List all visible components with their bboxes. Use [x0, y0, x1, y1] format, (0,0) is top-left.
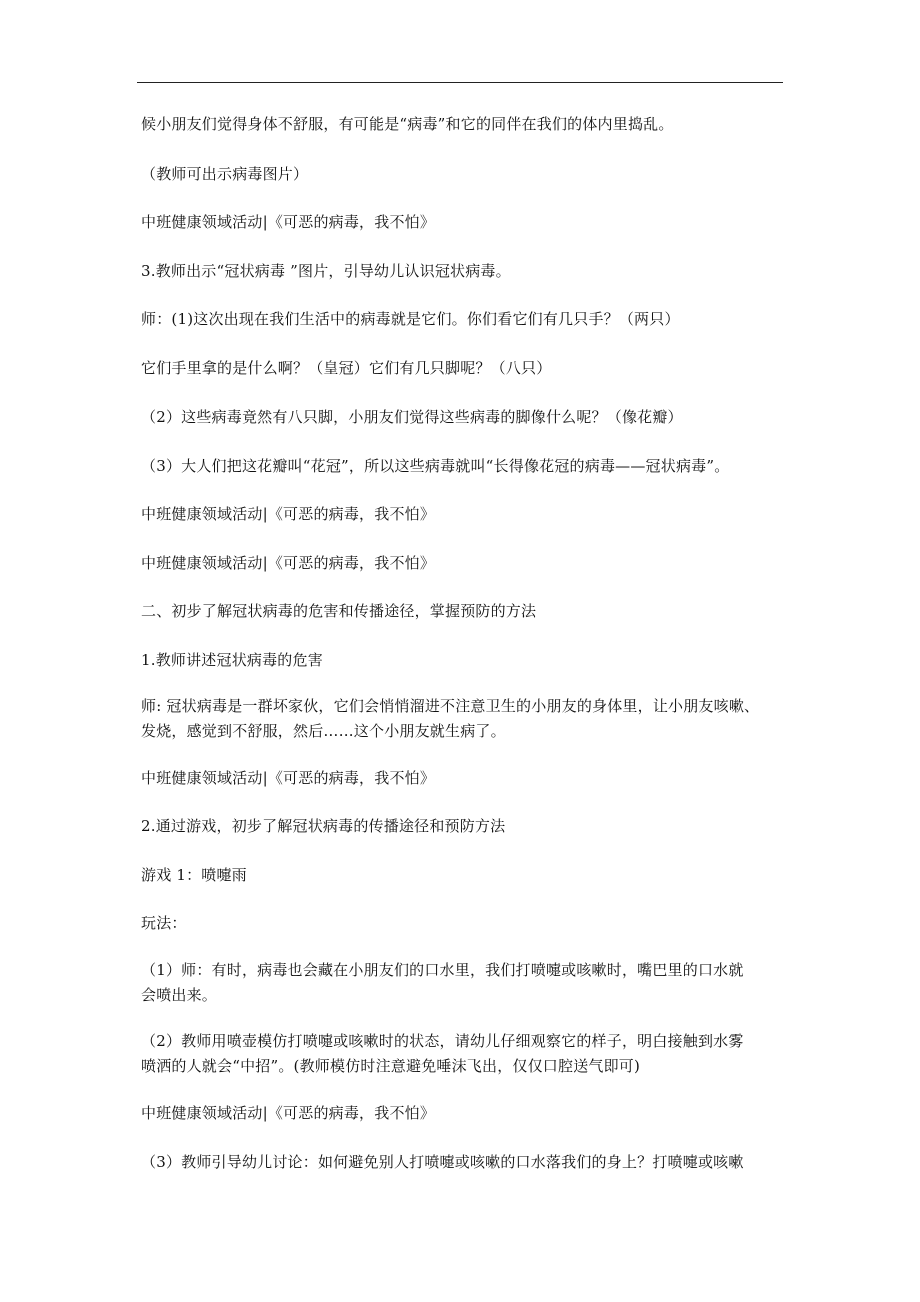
- paragraph-17: 玩法：: [141, 914, 187, 932]
- paragraph-19: [141, 1029, 791, 1079]
- paragraph-6: 它们手里拿的是什么啊？（皇冠）它们有几只脚呢？（八只）: [141, 359, 552, 377]
- paragraph-18: [141, 958, 791, 1008]
- paragraph-18-line-2: 会喷出来。: [141, 986, 218, 1004]
- paragraph-13: [141, 694, 791, 744]
- paragraph-3: 中班健康领域活动|《可恶的病毒，我不怕》: [141, 213, 436, 231]
- paragraph-12: 1.教师讲述冠状病毒的危害: [141, 651, 323, 669]
- paragraph-2: （教师可出示病毒图片）: [141, 165, 309, 183]
- paragraph-4: 3.教师出示“冠状病毒 ”图片，引导幼儿认识冠状病毒。: [141, 262, 511, 280]
- paragraph-20: 中班健康领域活动|《可恶的病毒，我不怕》: [141, 1104, 436, 1122]
- paragraph-10: 中班健康领域活动|《可恶的病毒，我不怕》: [141, 554, 436, 572]
- header-rule: [137, 82, 783, 83]
- paragraph-16: 游戏 1：喷嚏雨: [141, 866, 247, 884]
- paragraph-13-line-2: 发烧，感觉到不舒服，然后……这个小朋友就生病了。: [141, 722, 506, 740]
- paragraph-19-line-1: （2）教师用喷壶模仿打喷嚏或咳嗽时的状态，请幼儿仔细观察它的样子，明白接触到水雾: [141, 1032, 744, 1050]
- paragraph-18-line-1: （1）师：有时，病毒也会藏在小朋友们的口水里，我们打喷嚏或咳嗽时，嘴巴里的口水就: [141, 961, 744, 979]
- paragraph-11: 二、初步了解冠状病毒的危害和传播途径，掌握预防的方法: [141, 602, 537, 620]
- paragraph-8: （3）大人们把这花瓣叫“花冠”，所以这些病毒就叫“长得像花冠的病毒——冠状病毒”。: [141, 457, 730, 475]
- paragraph-19-line-2: 喷洒的人就会“中招”。(教师模仿时注意避免唾沫飞出，仅仅口腔送气即可): [141, 1057, 641, 1075]
- paragraph-9: 中班健康领域活动|《可恶的病毒，我不怕》: [141, 505, 436, 523]
- paragraph-21: （3）教师引导幼儿讨论：如何避免别人打喷嚏或咳嗽的口水落我们的身上？打喷嚏或咳嗽: [141, 1153, 744, 1171]
- paragraph-15: 2.通过游戏，初步了解冠状病毒的传播途径和预防方法: [141, 817, 506, 835]
- paragraph-5: 师：(1)这次出现在我们生活中的病毒就是它们。你们看它们有几只手？（两只）: [141, 310, 680, 328]
- paragraph-1: 候小朋友们觉得身体不舒服，有可能是“病毒”和它的同伴在我们的体内里捣乱。: [141, 115, 674, 133]
- paragraph-7: （2）这些病毒竟然有八只脚，小朋友们觉得这些病毒的脚像什么呢？（像花瓣）: [141, 408, 683, 426]
- paragraph-13-line-1: 师: 冠状病毒是一群坏家伙，它们会悄悄溜进不注意卫生的小朋友的身体里，让小朋友咳嗽、: [141, 697, 760, 715]
- paragraph-14: 中班健康领域活动|《可恶的病毒，我不怕》: [141, 769, 436, 787]
